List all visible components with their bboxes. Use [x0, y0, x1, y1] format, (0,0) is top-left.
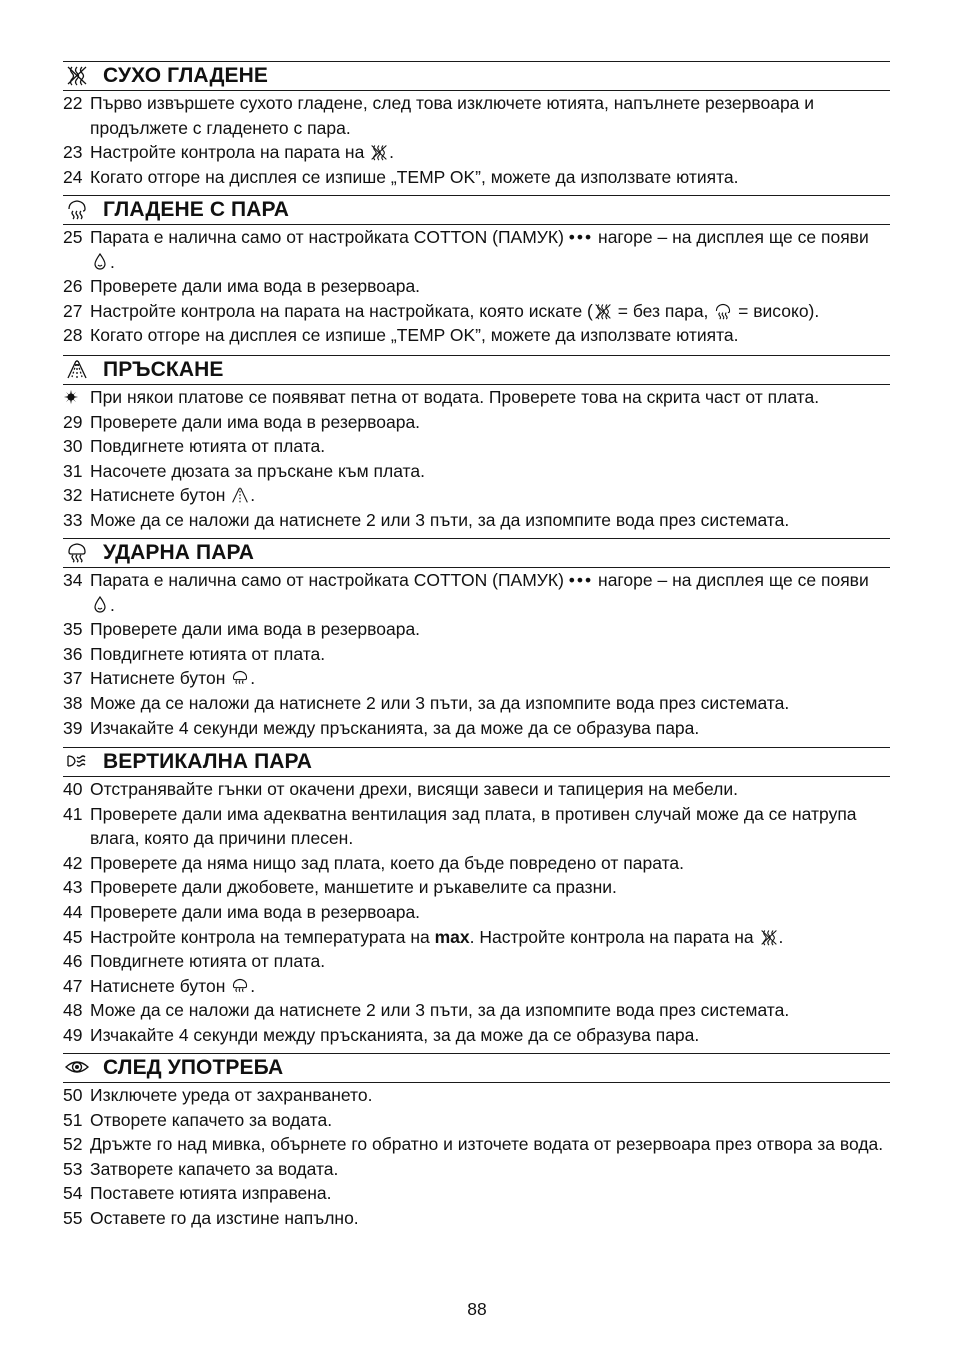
section-header — [63, 1053, 890, 1083]
item-text: Парата е налична само от настройката COTTON (ПАМУК) — [90, 570, 569, 590]
steam-high-icon — [713, 302, 733, 320]
item-text: Изчакайте 4 секунди между пръсканията, за да може да се образува пара. — [90, 1024, 700, 1045]
section-title: СУХО ГЛАДЕНЕ — [103, 64, 268, 87]
item-text: Когато отгоре на дисплея се изпише „TEMP OK”, можете да използвате ютията. — [90, 325, 739, 346]
steam-drop-icon — [90, 253, 110, 271]
list-item — [63, 225, 890, 274]
list-item — [63, 1206, 890, 1231]
item-number: 30 — [63, 436, 83, 457]
item-text: Отстранявайте гънки от окачени дрехи, висящи завеси и тапицерия на мебели. — [90, 779, 738, 799]
steam-shot-icon — [230, 669, 250, 687]
item-number: 28 — [63, 325, 83, 346]
section-steam-shot — [63, 538, 890, 740]
item-text: Изчакайте 4 секунди между пръсканията, за да може да се образува пара. — [90, 717, 700, 738]
section-title: СЛЕД УПОТРЕБА — [103, 1056, 284, 1079]
item-number: 51 — [63, 1109, 83, 1130]
list-item — [63, 998, 890, 1023]
list-item — [63, 802, 890, 851]
list-item — [63, 410, 890, 435]
item-number: 52 — [63, 1134, 83, 1155]
list-item — [63, 323, 890, 348]
list-item — [63, 949, 890, 974]
steam-off-icon — [369, 143, 389, 161]
item-number: 36 — [63, 643, 83, 664]
section-header — [63, 355, 890, 385]
list-item — [63, 851, 890, 876]
list-item — [63, 385, 890, 410]
item-text: Настройте контрола на парата на — [90, 142, 370, 163]
item-text: При някои платове се появяват петна от водата. Проверете това на скрита част от плата. — [90, 387, 820, 407]
item-text: Може да се наложи да натиснете 2 или 3 пъти, за да изпомпите вода през системата. — [90, 1000, 790, 1021]
item-text: Дръжте го над мивка, обърнете го обратно и източете водата от резервоара през отвора за вода. — [90, 1134, 884, 1155]
item-text: Оставете го да изстине напълно. — [90, 1207, 359, 1228]
item-number: 39 — [63, 717, 83, 738]
list-item — [63, 140, 890, 165]
steam-icon — [65, 198, 91, 222]
list-item — [63, 1157, 890, 1182]
list-item — [63, 299, 890, 324]
list-item — [63, 508, 890, 533]
cotton-dots: ••• — [568, 570, 594, 590]
list-item — [63, 691, 890, 716]
item-text: Първо извършете сухото гладене, след това изключете ютията, напълнете резервоара и продължете с гладенето с пара. — [90, 93, 815, 138]
steam-off-icon — [759, 928, 779, 946]
spray-icon — [230, 486, 250, 504]
item-number: 32 — [63, 485, 83, 506]
item-text: . — [778, 926, 784, 947]
item-number: 23 — [63, 142, 83, 163]
item-number: 34 — [63, 570, 83, 590]
list-item — [63, 974, 890, 999]
item-text: Повдигнете ютията от плата. — [90, 643, 326, 664]
list-item — [63, 274, 890, 299]
item-number: 55 — [63, 1207, 83, 1228]
section-title: ПРЪСКАНЕ — [103, 358, 224, 381]
steam-off-icon — [593, 302, 613, 320]
list-item — [63, 459, 890, 484]
list-item — [63, 666, 890, 691]
note-star-icon — [63, 385, 81, 412]
item-text: нагоре – на дисплея ще се появи — [593, 570, 869, 590]
item-number: 48 — [63, 1000, 83, 1021]
steam-shot-icon — [65, 541, 91, 565]
list-item — [63, 1083, 890, 1108]
item-number: 45 — [63, 926, 83, 947]
item-number: 44 — [63, 901, 83, 922]
section-after-use — [63, 1053, 890, 1231]
steam-off-icon — [65, 64, 91, 88]
item-text: = високо). — [733, 300, 820, 321]
spray-icon — [65, 358, 91, 382]
list-item — [63, 1132, 890, 1157]
list-item — [63, 777, 890, 802]
section-spray — [63, 355, 890, 533]
item-number: 27 — [63, 300, 83, 321]
list-item — [63, 1181, 890, 1206]
item-number: 50 — [63, 1085, 83, 1105]
item-text: . — [250, 485, 256, 506]
item-number: 25 — [63, 227, 83, 247]
item-bold-text: max — [434, 926, 470, 947]
steam-drop-icon — [90, 596, 110, 614]
item-text: . — [250, 975, 256, 996]
item-number: 49 — [63, 1024, 83, 1045]
list-item — [63, 91, 890, 140]
item-text: Натиснете бутон — [90, 668, 231, 689]
item-text: Проверете дали има вода в резервоара. — [90, 619, 421, 640]
vertical-steam-icon — [65, 750, 91, 774]
list-item — [63, 1023, 890, 1048]
item-text: Проверете дали джобовете, маншетите и ръкавелите са празни. — [90, 877, 617, 898]
item-number: 37 — [63, 668, 83, 689]
item-text: . — [250, 668, 256, 689]
item-text: . — [110, 251, 115, 272]
section-title: УДАРНА ПАРА — [103, 541, 254, 564]
page-number: 88 — [467, 1299, 487, 1319]
item-text: Проверете дали има адекватна вентилация зад плата, в противен случай може да се натрупа влага, която да причини плесен. — [90, 803, 857, 849]
steam-shot-icon — [230, 977, 250, 995]
list-item — [63, 875, 890, 900]
item-text: Може да се наложи да натиснете 2 или 3 пъти, за да изпомпите вода през системата. — [90, 509, 790, 530]
item-number: 46 — [63, 951, 83, 972]
item-number: 22 — [63, 93, 83, 113]
item-text: Проверете да няма нищо зад плата, което да бъде повредено от парата. — [90, 852, 684, 873]
item-number: 41 — [63, 803, 83, 824]
list-item — [63, 925, 890, 950]
item-text: Проверете дали има вода в резервоара. — [90, 411, 421, 432]
list-item — [63, 900, 890, 925]
item-text: Парата е налична само от настройката COTTON (ПАМУК) — [90, 227, 569, 247]
item-number: 42 — [63, 852, 83, 873]
item-number: 35 — [63, 619, 83, 640]
list-item — [63, 165, 890, 190]
section-dry-ironing — [63, 61, 890, 189]
list-item — [63, 568, 890, 617]
item-number: 33 — [63, 509, 83, 530]
item-text: = без пара, — [612, 300, 714, 321]
section-title: ГЛАДЕНЕ С ПАРА — [103, 198, 290, 221]
item-text: Проверете дали има вода в резервоара. — [90, 276, 421, 297]
item-number: 38 — [63, 692, 83, 713]
list-item — [63, 1108, 890, 1133]
item-number: 54 — [63, 1183, 83, 1204]
section-header — [63, 195, 890, 225]
item-text: нагоре – на дисплея ще се появи — [593, 227, 869, 247]
item-text: Натиснете бутон — [90, 975, 231, 996]
item-text: Проверете дали има вода в резервоара. — [90, 901, 421, 922]
item-text: Затворете капачето за водата. — [90, 1158, 339, 1179]
list-item — [63, 642, 890, 667]
item-text: Настройте контрола на парата на настройката, която искате ( — [90, 300, 593, 321]
section-header — [63, 747, 890, 777]
item-text: . — [110, 594, 115, 615]
item-number: 26 — [63, 276, 83, 297]
section-vertical-steam — [63, 747, 890, 1048]
item-number: 40 — [63, 779, 83, 799]
item-text: Изключете уреда от захранването. — [90, 1085, 373, 1105]
item-number: 24 — [63, 166, 83, 187]
item-text: Може да се наложи да натиснете 2 или 3 пъти, за да изпомпите вода през системата. — [90, 692, 790, 713]
list-item — [63, 617, 890, 642]
item-number: 31 — [63, 460, 83, 481]
list-item — [63, 716, 890, 741]
item-text: Насочете дюзата за пръскане към плата. — [90, 460, 425, 481]
item-text: Когато отгоре на дисплея се изпише „TEMP OK”, можете да използвате ютията. — [90, 166, 739, 187]
list-item — [63, 434, 890, 459]
section-header — [63, 538, 890, 568]
item-text: Настройте контрола на температурата на — [90, 926, 435, 947]
item-number: 43 — [63, 877, 83, 898]
item-number: 47 — [63, 975, 83, 996]
item-text: . Настройте контрола на парата на — [469, 926, 759, 947]
section-steam-ironing — [63, 195, 890, 348]
item-text: Поставете ютията изправена. — [90, 1183, 332, 1204]
item-text: . — [389, 142, 395, 163]
list-item — [63, 483, 890, 508]
item-text: Отворете капачето за водата. — [90, 1109, 333, 1130]
item-text: Повдигнете ютията от плата. — [90, 951, 326, 972]
section-title: ВЕРТИКАЛНА ПАРА — [103, 750, 313, 773]
cotton-dots: ••• — [568, 227, 594, 247]
item-text: Натиснете бутон — [90, 485, 231, 506]
section-header — [63, 61, 890, 91]
item-number: 53 — [63, 1158, 83, 1179]
item-number: 29 — [63, 411, 83, 432]
eye-icon — [65, 1056, 91, 1080]
item-text: Повдигнете ютията от плата. — [90, 436, 326, 457]
